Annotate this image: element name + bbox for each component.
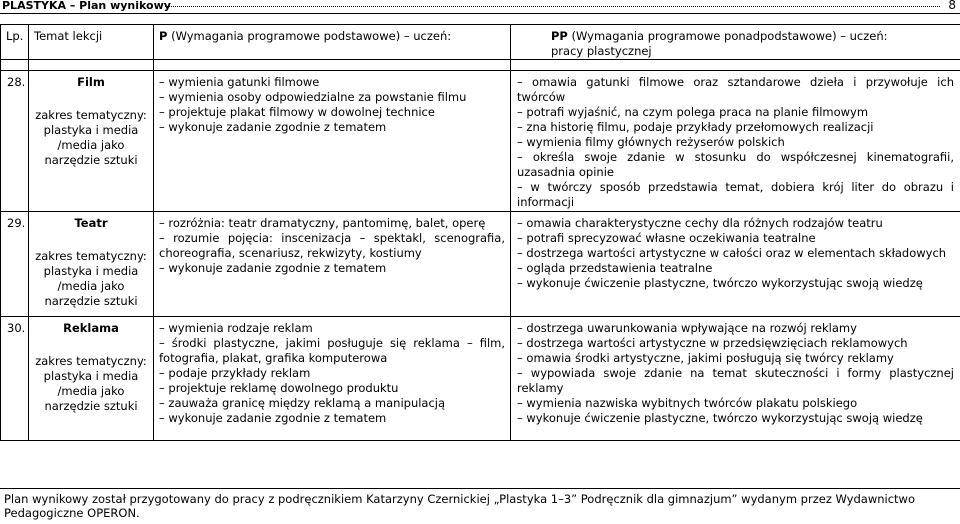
plan-table [0,24,960,441]
header-pp [511,25,960,60]
header-pp-text2: pracy plastycznej [551,44,652,58]
topic-title: Film [77,75,105,89]
header-p-bold: P [159,29,168,43]
footer-note: Plan wynikowy został przygotowany do pracy z podręcznikiem Katarzyny Czernickiej „Plastyka 1–3” Podręcznik dla gimnazjum” wydanym przez Wydawnictwo Pedagogiczne OPERON. [0,488,960,520]
row-topic [29,212,154,317]
row-basic-requirements: – rozróżnia: teatr dramatyczny, pantomimę, balet, operę – rozumie pojęcia: inscenizacja – spektakl, scenografia, choreografia, scenariusz, rekwizyty, kostiumy – wykonuje zadanie zgodnie z tematem [154,212,511,317]
topic-title: Reklama [63,321,119,335]
header-lp: Lp. [1,25,29,60]
page-header [0,0,960,14]
header-p [154,25,511,60]
header-pp-text: (Wymagania programowe ponadpodstawowe) – uczeń: [571,29,888,43]
page-number: 8 [948,0,956,12]
row-topic [29,71,154,212]
row-lp: 29. [1,212,29,317]
header-leader-dots [165,6,940,7]
header-p-text: (Wymagania programowe podstawowe) – uczeń: [171,29,452,43]
table-row [1,71,960,212]
row-extended-requirements: – omawia gatunki filmowe oraz sztandarowe dzieła i przywołuje ich twórców – potrafi wyjaśnić, na czym polega praca na planie filmowym – zna historię filmu, podaje przykłady przełomowych realizacji – wymienia filmy głównych reżyserów polskich – określa swoje zdanie w stosunku do współczesnej kinematografii, uzasadnia opinie – w twórczy sposób przedstawia temat, dobiera krój liter do obrazu i informacji [511,71,960,212]
row-lp: 30. [1,317,29,441]
row-basic-requirements: – wymienia rodzaje reklam – środki plastyczne, jakimi posługuje się reklama – film, fotografia, plakat, grafika komputerowa – podaje przykłady reklam – projektuje reklamę dowolnego produktu – zauważa granicę między reklamą a manipulacją – wykonuje zadanie zgodnie z tematem [154,317,511,441]
spacer-row [1,60,960,71]
row-lp: 28. [1,71,29,212]
topic-scope: zakres tematyczny: plastyka i media /media jako narzędzie sztuki [35,249,147,308]
topic-scope: zakres tematyczny: plastyka i media /media jako narzędzie sztuki [35,108,147,167]
row-extended-requirements: – omawia charakterystyczne cechy dla różnych rodzajów teatru – potrafi sprecyzować własne oczekiwania teatralne – dostrzega wartości artystyczne w całości oraz w elementach składowych – ogląda przedstawienia teatralne – wykonuje ćwiczenie plastyczne, twórczo wykorzystując swoją wiedzę [511,212,960,317]
topic-title: Teatr [74,216,108,230]
row-basic-requirements: – wymienia gatunki filmowe – wymienia osoby odpowiedzialne za powstanie filmu – projektuje plakat filmowy w dowolnej technice – wykonuje zadanie zgodnie z tematem [154,71,511,212]
row-extended-requirements: – dostrzega uwarunkowania wpływające na rozwój reklamy – dostrzega wartości artystyczne w przedsięwzięciach reklamowych – omawia środki artystyczne, jakimi posługują się twórcy reklamy – wypowiada swoje zdanie na temat skuteczności i formy plastycznej reklamy – wymienia nazwiska wybitnych twórców plakatu polskiego – wykonuje ćwiczenie plastyczne, twórczo wykorzystując swoją wiedzę [511,317,960,441]
header-title: PLASTYKA – Plan wynikowy [2,0,171,12]
topic-scope: zakres tematyczny: plastyka i media /media jako narzędzie sztuki [35,354,147,413]
row-topic [29,317,154,441]
table-row [1,317,960,441]
header-pp-bold: PP [551,29,568,43]
table-header-row [1,25,960,60]
table-row [1,212,960,317]
header-temat: Temat lekcji [29,25,154,60]
